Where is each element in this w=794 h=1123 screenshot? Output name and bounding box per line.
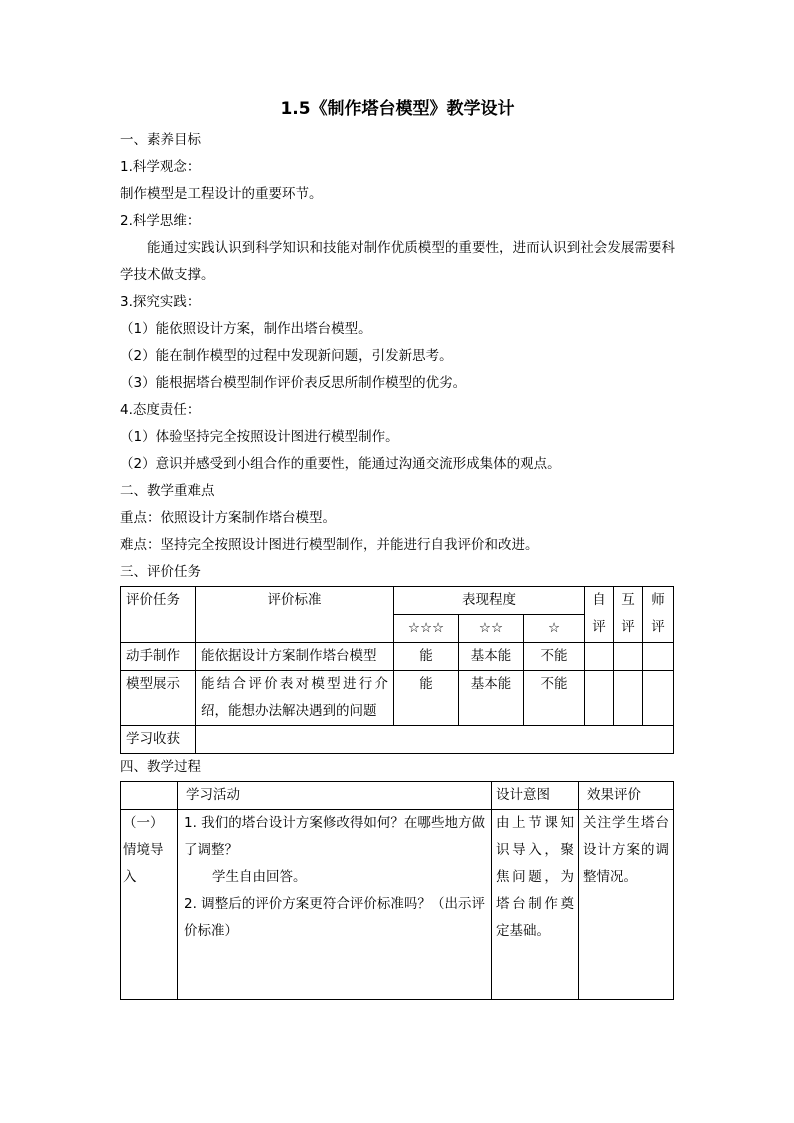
header-teacher: 师评: [643, 587, 674, 643]
header-peer: 互评: [614, 587, 643, 643]
header-standard: 评价标准: [196, 587, 394, 643]
page-title: 1.5《制作塔台模型》教学设计: [280, 99, 515, 119]
goal-item: （1）能依照设计方案，制作出塔台模型。: [120, 321, 372, 337]
activity-question: 1. 我们的塔台设计方案修改得如何？在哪些地方做了调整？: [184, 815, 485, 858]
table-row: [121, 810, 674, 1000]
peer-score-cell: [614, 671, 643, 726]
header-intent: 设计意图: [492, 782, 579, 810]
goal-item: （2）能在制作模型的过程中发现新问题，引发新思考。: [120, 348, 453, 364]
section-heading: 一、素养目标: [120, 132, 201, 148]
star-level: ☆☆: [459, 615, 524, 643]
header-self: 自评: [585, 587, 614, 643]
teacher-score-cell: [643, 671, 674, 726]
document-page: [120, 96, 675, 1000]
goal-item: （2）意识并感受到小组合作的重要性，能通过沟通交流形成集体的观点。: [120, 456, 561, 472]
goal-item: （1）体验坚持完全按照设计图进行模型制作。: [120, 429, 399, 445]
goal-paragraph: 能通过实践认识到科学知识和技能对制作优质模型的重要性，进而认识到社会发展需要科学技术做支撑。: [120, 240, 675, 283]
level-cell: 能: [394, 643, 459, 671]
table-row: [121, 726, 674, 754]
activity-question: 2. 调整后的评价方案更符合评价标准吗？（出示评价标准）: [184, 896, 485, 939]
goal-label: 1.科学观念：: [120, 159, 201, 175]
section-heading: 四、教学过程: [120, 759, 201, 775]
header-stage: [121, 782, 178, 810]
difficult-point: 难点：坚持完全按照设计图进行模型制作，并能进行自我评价和改进。: [120, 537, 539, 553]
peer-score-cell: [614, 643, 643, 671]
level-cell: 不能: [524, 671, 585, 726]
stage-cell: （一）情境导入: [121, 810, 178, 1000]
header-level: 表现程度: [394, 587, 585, 615]
task-cell: 模型展示: [121, 671, 196, 726]
section-heading: 二、教学重难点: [120, 483, 215, 499]
evaluation-table: [120, 586, 674, 754]
teacher-score-cell: [643, 643, 674, 671]
star-level: ☆: [524, 615, 585, 643]
header-activity: 学习活动: [178, 782, 492, 810]
standard-cell: 能依据设计方案制作塔台模型: [196, 643, 394, 671]
standard-cell: 能结合评价表对模型进行介绍，能想办法解决遇到的问题: [196, 671, 394, 726]
self-score-cell: [585, 671, 614, 726]
gain-cell: [196, 726, 674, 754]
level-cell: 基本能: [459, 671, 524, 726]
level-cell: 能: [394, 671, 459, 726]
effect-cell: 关注学生塔台设计方案的调整情况。: [579, 810, 674, 1000]
section-heading: 三、评价任务: [120, 564, 201, 580]
goal-label: 2.科学思维：: [120, 213, 201, 229]
header-effect: 效果评价: [579, 782, 674, 810]
header-task: 评价任务: [121, 587, 196, 643]
self-score-cell: [585, 643, 614, 671]
table-row: [121, 671, 674, 726]
activity-response: 学生自由回答。: [212, 869, 307, 885]
goal-label: 4.态度责任：: [120, 402, 201, 418]
star-level: ☆☆☆: [394, 615, 459, 643]
teaching-process-table: [120, 781, 674, 1000]
task-cell: 动手制作: [121, 643, 196, 671]
level-cell: 不能: [524, 643, 585, 671]
gain-label: 学习收获: [121, 726, 196, 754]
goal-label: 3.探究实践：: [120, 294, 201, 310]
goal-text: 制作模型是工程设计的重要环节。: [120, 186, 323, 202]
activity-cell: [178, 810, 492, 1000]
intent-cell: 由上节课知识导入，聚焦问题，为塔台制作奠定基础。: [492, 810, 579, 1000]
key-point: 重点：依照设计方案制作塔台模型。: [120, 510, 336, 526]
level-cell: 基本能: [459, 643, 524, 671]
table-row: [121, 643, 674, 671]
goal-item: （3）能根据塔台模型制作评价表反思所制作模型的优劣。: [120, 375, 467, 391]
